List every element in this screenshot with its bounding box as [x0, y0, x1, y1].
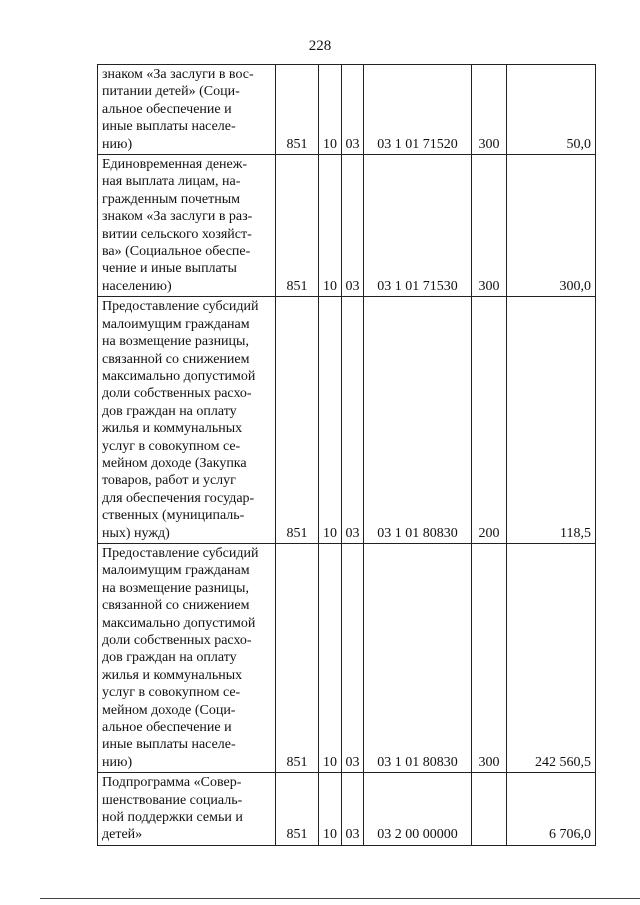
row-name-cell: Единовременная денеж- ная выплата лицам, на- гражденным почетным знаком «За заслуги в раз- витии сельского хозяйст- ва» (Социальное обеспе- чение и иные выплаты населению) [98, 155, 276, 297]
admin-code-cell: 851 [276, 543, 319, 772]
subsection-code-cell: 03 [342, 155, 364, 297]
section-code-cell: 10 [319, 297, 342, 544]
section-code-cell: 10 [319, 155, 342, 297]
subsection-code-cell: 03 [342, 773, 364, 846]
budget-table [97, 64, 596, 846]
target-article-cell: 03 1 01 80830 [364, 543, 472, 772]
expense-type-cell: 200 [472, 297, 507, 544]
page-number: 228 [308, 38, 332, 54]
row-name-cell: знаком «За заслуги в вос- питании детей» (Соци- альное обеспечение и иные выплаты населе- нию) [98, 65, 276, 155]
amount-cell: 300,0 [507, 155, 596, 297]
target-article-cell: 03 1 01 80830 [364, 297, 472, 544]
admin-code-cell: 851 [276, 297, 319, 544]
amount-cell: 50,0 [507, 65, 596, 155]
subsection-code-cell: 03 [342, 65, 364, 155]
admin-code-cell: 851 [276, 773, 319, 846]
amount-cell: 118,5 [507, 297, 596, 544]
subsection-code-cell: 03 [342, 297, 364, 544]
table-row [98, 297, 596, 544]
admin-code-cell: 851 [276, 65, 319, 155]
target-article-cell: 03 2 00 00000 [364, 773, 472, 846]
section-code-cell: 10 [319, 543, 342, 772]
table-row [98, 155, 596, 297]
expense-type-cell: 300 [472, 65, 507, 155]
section-code-cell: 10 [319, 773, 342, 846]
section-code-cell: 10 [319, 65, 342, 155]
subsection-code-cell: 03 [342, 543, 364, 772]
amount-cell: 242 560,5 [507, 543, 596, 772]
amount-cell: 6 706,0 [507, 773, 596, 846]
expense-type-cell: 300 [472, 543, 507, 772]
row-name-cell: Предоставление субсидий малоимущим гражданам на возмещение разницы, связанной со снижением максимально допустимой доли собственных расхо- дов граждан на оплату жилья и коммунальных услуг в совокупном се- мейном доходе (Соци- альное обеспечение и иные выплаты населе- нию) [98, 543, 276, 772]
table-row [98, 543, 596, 772]
admin-code-cell: 851 [276, 155, 319, 297]
target-article-cell: 03 1 01 71530 [364, 155, 472, 297]
expense-type-cell [472, 773, 507, 846]
target-article-cell: 03 1 01 71520 [364, 65, 472, 155]
footer-rule [40, 898, 640, 899]
table-row [98, 773, 596, 846]
table-row [98, 65, 596, 155]
expense-type-cell: 300 [472, 155, 507, 297]
row-name-cell: Подпрограмма «Совер- шенствование социаль- ной поддержки семьи и детей» [98, 773, 276, 846]
row-name-cell: Предоставление субсидий малоимущим гражданам на возмещение разницы, связанной со снижением максимально допустимой доли собственных расхо- дов граждан на оплату жилья и коммунальных услуг в совокупном се- мейном доходе (Закупка товаров, работ и услуг для обеспечения государ- ственных (муниципаль- ных) нужд) [98, 297, 276, 544]
